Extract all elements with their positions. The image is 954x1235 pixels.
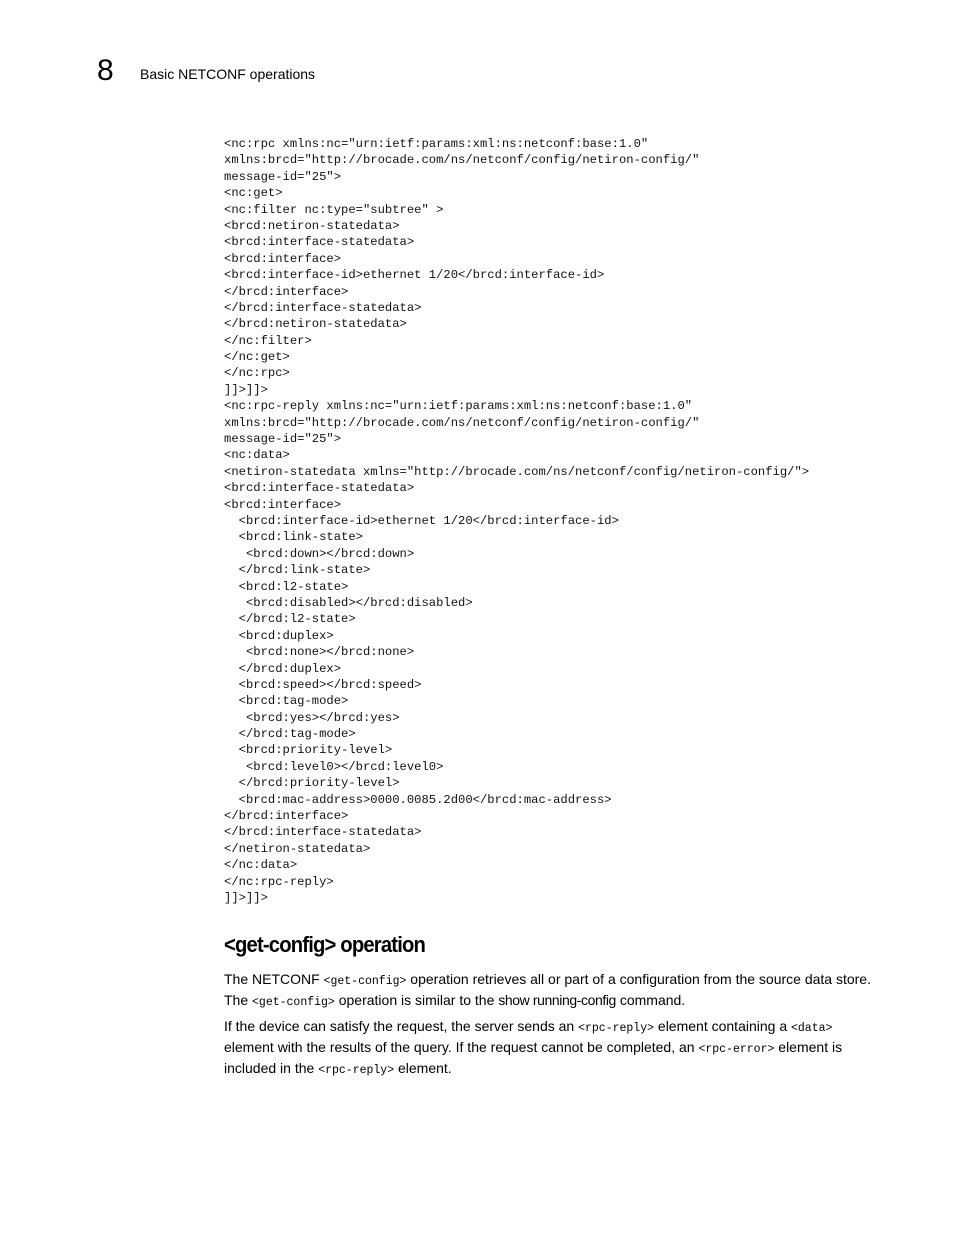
inline-code: <get-config> <box>323 975 407 988</box>
code-line: <brcd:interface-statedata> <box>224 481 415 496</box>
text-run: operation retrieves all or part of a configuration from the source data store. The <box>224 971 871 1008</box>
text-run: The NETCONF <box>224 971 324 987</box>
code-line: </brcd:l2-state> <box>224 612 356 627</box>
code-line: <brcd:netiron-statedata> <box>224 218 400 233</box>
paragraph-get-config-reply <box>224 1017 874 1080</box>
code-line: </nc:get> <box>224 350 290 365</box>
code-line: <netiron-statedata xmlns="http://brocade.com/ns/netconf/config/netiron-config/"> <box>224 464 810 479</box>
code-line: </brcd:interface> <box>224 809 349 824</box>
code-line: <nc:filter nc:type="subtree" > <box>224 202 444 217</box>
text-run: element containing a <box>654 1018 791 1034</box>
paragraph-get-config-intro <box>224 970 874 1012</box>
code-line: <nc:data> <box>224 448 290 463</box>
text-run: command. <box>615 992 686 1008</box>
code-line: </nc:filter> <box>224 333 312 348</box>
inline-code: <rpc-reply> <box>578 1022 655 1035</box>
inline-code: <data> <box>791 1022 833 1035</box>
code-line: ]]>]]> <box>224 382 268 397</box>
code-line: xmlns:brcd="http://brocade.com/ns/netconf/config/netiron-config/" <box>224 153 700 168</box>
code-line: <brcd:yes></brcd:yes> <box>224 710 400 725</box>
code-line: </brcd:interface-statedata> <box>224 825 422 840</box>
code-line: <brcd:disabled></brcd:disabled> <box>224 595 473 610</box>
code-line: <brcd:interface-id>ethernet 1/20</brcd:interface-id> <box>224 513 619 528</box>
chapter-title: Basic NETCONF operations <box>140 66 316 82</box>
text-run: element with the results of the query. If the request cannot be completed, an <box>224 1039 699 1055</box>
code-line: <brcd:interface-id>ethernet 1/20</brcd:interface-id> <box>224 268 605 283</box>
text-run: operation is similar to the <box>334 992 499 1008</box>
code-line: <brcd:level0></brcd:level0> <box>224 759 444 774</box>
inline-code: <rpc-reply> <box>318 1064 395 1077</box>
inline-code: <rpc-error> <box>698 1043 775 1056</box>
code-line: </brcd:netiron-statedata> <box>224 317 407 332</box>
code-line: </brcd:duplex> <box>224 661 342 676</box>
code-line: </brcd:interface-statedata> <box>224 300 422 315</box>
code-line: </brcd:link-state> <box>224 563 371 578</box>
code-line: <brcd:mac-address>0000.0085.2d00</brcd:mac-address> <box>224 792 612 807</box>
code-line: <brcd:interface> <box>224 497 342 512</box>
command-name: show running-config <box>498 992 616 1008</box>
section-heading: <get-config> operation <box>224 932 426 957</box>
code-line: </nc:rpc-reply> <box>224 874 334 889</box>
code-line: <brcd:interface-statedata> <box>224 235 415 250</box>
code-line: </nc:rpc> <box>224 366 290 381</box>
code-line: ]]>]]> <box>224 890 268 905</box>
code-line: <nc:rpc-reply xmlns:nc="urn:ietf:params:xml:ns:netconf:base:1.0" <box>224 399 693 414</box>
code-line: <brcd:none></brcd:none> <box>224 645 415 660</box>
code-example <box>224 136 809 906</box>
code-line: <brcd:link-state> <box>224 530 363 545</box>
code-line: </brcd:tag-mode> <box>224 727 356 742</box>
code-line: <brcd:tag-mode> <box>224 694 349 709</box>
code-line: <brcd:interface> <box>224 251 342 266</box>
code-line: </netiron-statedata> <box>224 841 371 856</box>
code-line: <nc:rpc xmlns:nc="urn:ietf:params:xml:ns:netconf:base:1.0" <box>224 137 649 151</box>
code-line: message-id="25"> <box>224 432 342 447</box>
text-run: If the device can satisfy the request, the server sends an <box>224 1018 579 1034</box>
inline-code: <get-config> <box>252 996 335 1009</box>
code-line: <nc:get> <box>224 186 283 201</box>
code-line: message-id="25"> <box>224 169 342 184</box>
code-line: </brcd:priority-level> <box>224 776 400 791</box>
code-line: <brcd:duplex> <box>224 628 334 643</box>
code-line: <brcd:down></brcd:down> <box>224 546 415 561</box>
code-line: </nc:data> <box>224 858 298 873</box>
chapter-number: 8 <box>97 54 114 87</box>
text-run: element is included in the <box>224 1039 843 1076</box>
text-run: element. <box>394 1060 452 1076</box>
code-line: <brcd:priority-level> <box>224 743 393 758</box>
code-line: <brcd:l2-state> <box>224 579 349 594</box>
code-line: </brcd:interface> <box>224 284 349 299</box>
code-line: <brcd:speed></brcd:speed> <box>224 677 422 692</box>
code-line: xmlns:brcd="http://brocade.com/ns/netconf/config/netiron-config/" <box>224 415 700 430</box>
